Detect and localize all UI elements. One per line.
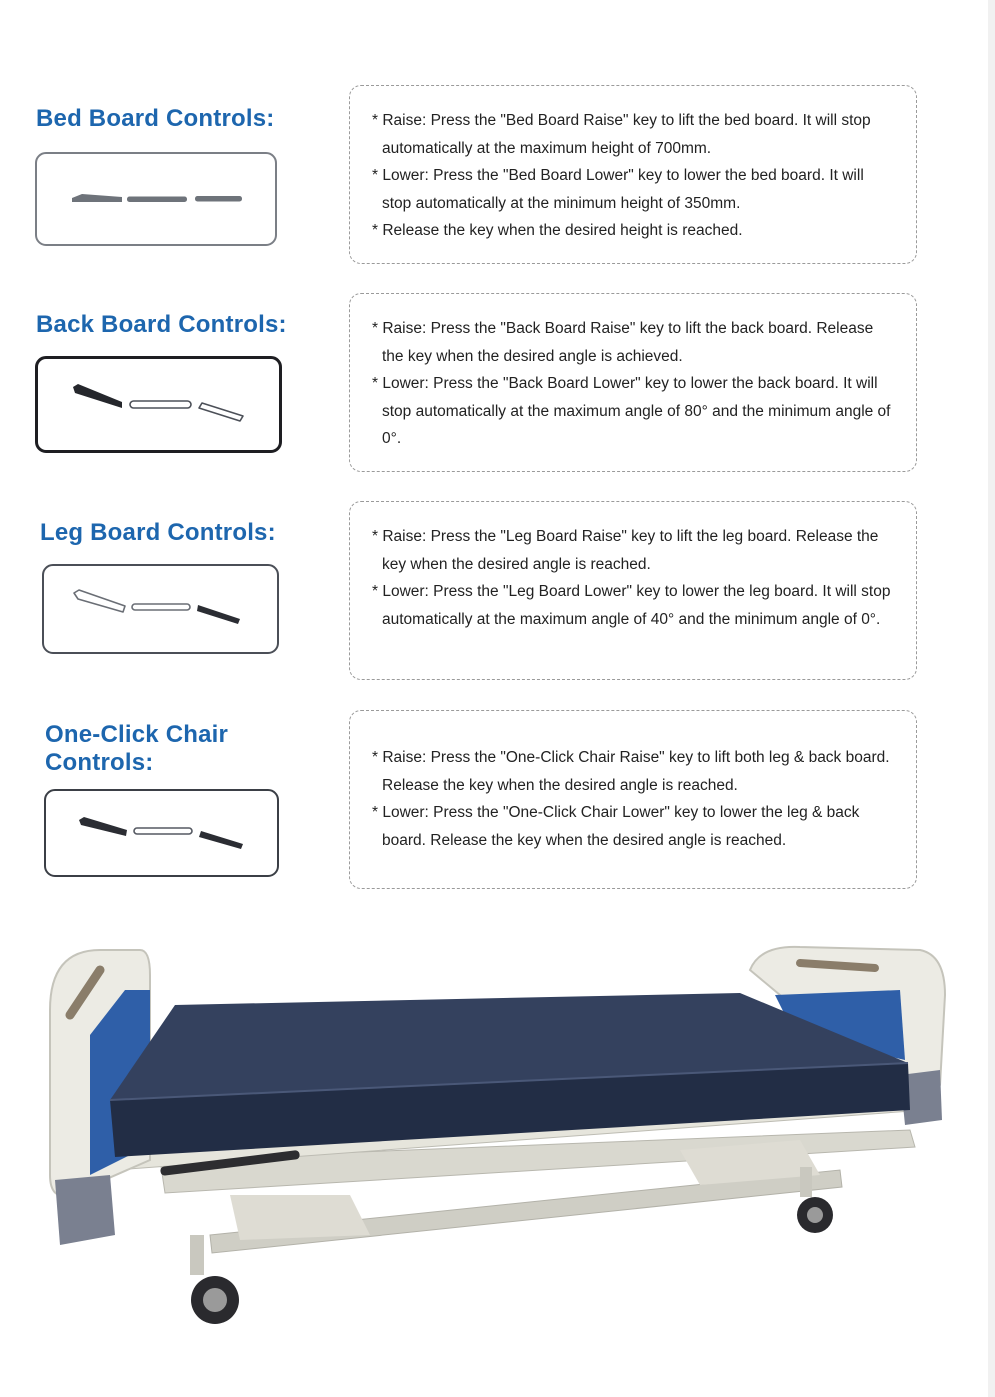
section-title-back-board: Back Board Controls: <box>36 311 287 338</box>
back-board-control-key <box>35 356 282 453</box>
chair-raise-text: * Raise: Press the "One-Click Chair Raise" key to lift both leg & back board. Release the key when the desired angle is reached. <box>372 744 892 799</box>
chair-lower-text: * Lower: Press the "One-Click Chair Lower" key to lower the leg & back board. Release the key when the desired angle is reached. <box>372 799 892 854</box>
bed-board-release-text: * Release the key when the desired height is reached. <box>372 217 892 245</box>
flat-bed-board-icon <box>37 154 279 248</box>
bed-board-control-key <box>35 152 277 246</box>
page-edge-strip <box>988 0 995 1397</box>
section-title-bed-board: Bed Board Controls: <box>36 105 275 132</box>
bed-board-raise-text: * Raise: Press the "Bed Board Raise" key to lift the bed board. It will stop automatically at the maximum height of 700mm. <box>372 107 892 162</box>
leg-board-control-key <box>42 564 279 654</box>
back-board-raise-text: * Raise: Press the "Back Board Raise" key to lift the back board. Release the key when the desired angle is achieved. <box>372 315 892 370</box>
chair-instructions <box>349 710 917 889</box>
hospital-bed-image <box>40 935 950 1335</box>
section-title-leg-board: Leg Board Controls: <box>40 519 276 546</box>
bed-board-instructions <box>349 85 917 264</box>
chair-control-key <box>44 789 279 877</box>
leg-board-instructions <box>349 501 917 680</box>
back-board-lower-text: * Lower: Press the "Back Board Lower" key to lower the back board. It will stop automatically at the maximum angle of 80° and the minimum angle of 0°. <box>372 370 892 453</box>
leg-board-raised-icon <box>44 566 281 656</box>
back-board-instructions <box>349 293 917 472</box>
chair-mode-icon <box>46 791 281 879</box>
leg-board-raise-text: * Raise: Press the "Leg Board Raise" key to lift the leg board. Release the key when the desired angle is reached. <box>372 523 892 578</box>
back-board-raised-icon <box>38 359 285 456</box>
leg-board-lower-text: * Lower: Press the "Leg Board Lower" key to lower the leg board. It will stop automatically at the maximum angle of 40° and the minimum angle of 0°. <box>372 578 892 633</box>
section-title-one-click-chair: One-Click Chair Controls: <box>45 721 229 776</box>
bed-board-lower-text: * Lower: Press the "Bed Board Lower" key to lower the bed board. It will stop automatically at the minimum height of 350mm. <box>372 162 892 217</box>
